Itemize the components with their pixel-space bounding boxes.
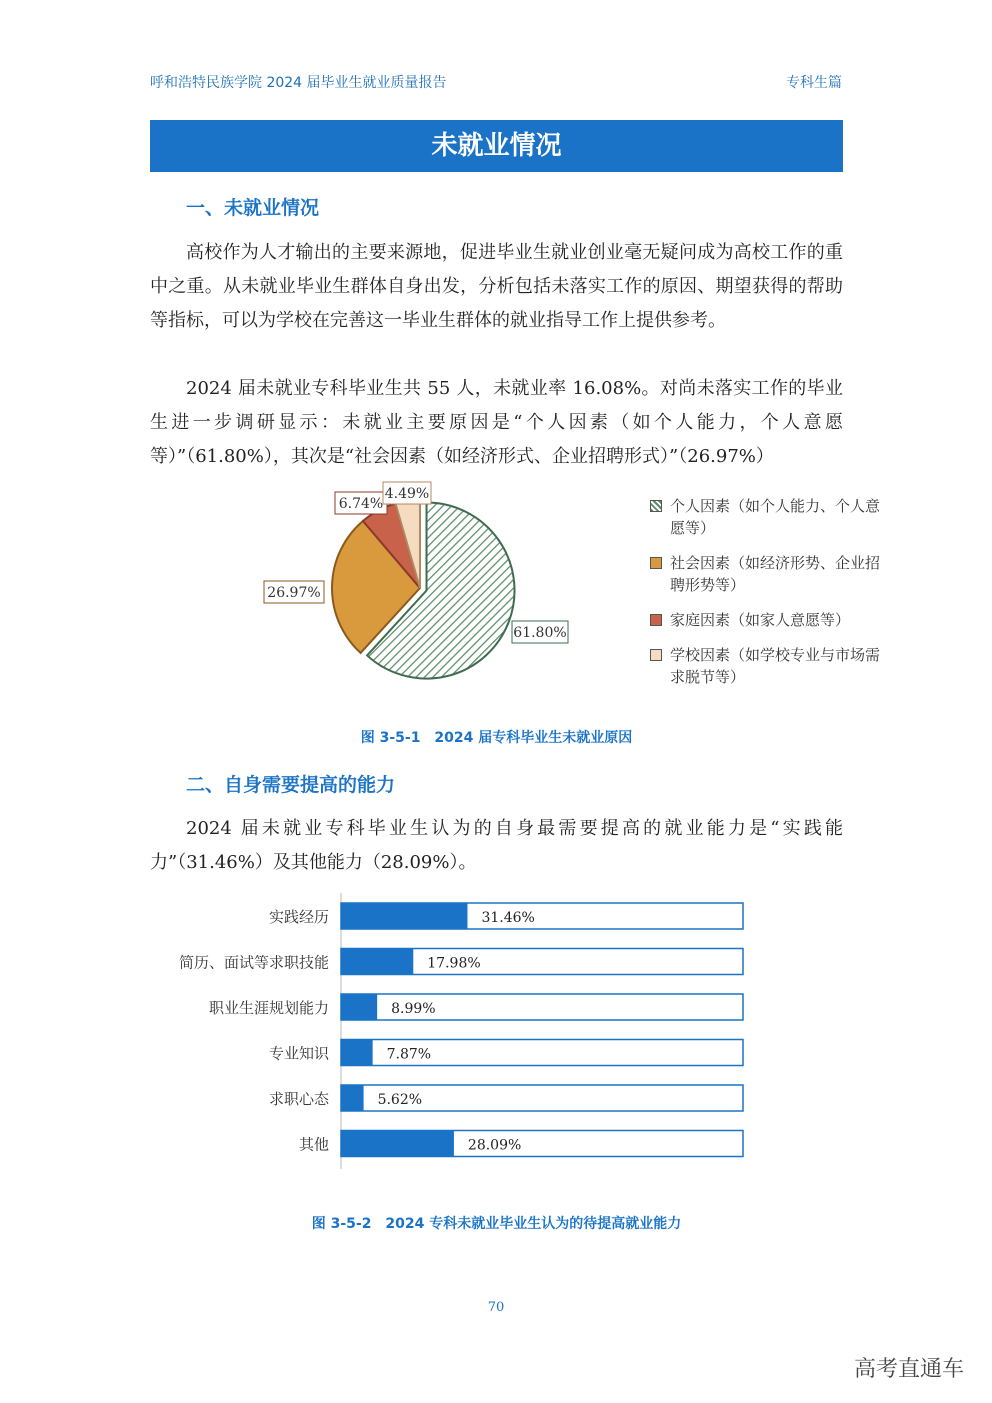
pie-legend-item-4 bbox=[650, 644, 880, 688]
pie-legend-swatch-2 bbox=[650, 557, 662, 569]
bar-category-label-2: 简历、面试等求职技能 bbox=[178, 953, 329, 972]
pie-legend-swatch-4 bbox=[650, 649, 662, 661]
pie-legend-label-2: 社会因素（如经济形势、企业招聘形势等） bbox=[670, 554, 881, 594]
bar-category-label-1: 实践经历 bbox=[268, 908, 329, 926]
pie-chart-svg bbox=[190, 478, 650, 688]
pie-legend-item-3 bbox=[650, 609, 880, 631]
bar-value-label-2: 17.98% bbox=[427, 955, 481, 972]
bar-value-label-1: 31.46% bbox=[481, 910, 535, 926]
svg-text:26.97%: 26.97% bbox=[267, 585, 321, 601]
pie-legend-label-3: 家庭因素（如家人意愿等） bbox=[670, 611, 851, 629]
section-title-abilities: 二、自身需要提高的能力 bbox=[186, 774, 396, 796]
paragraph-abilities: 2024 届未就业专科毕业生认为的自身最需要提高的就业能力是“实践能力”（31.46%）及其他能力（28.09%）。 bbox=[150, 818, 843, 873]
bar-1 bbox=[341, 903, 467, 929]
bar-value-label-5: 5.62% bbox=[377, 1092, 423, 1108]
pie-legend-swatch-3 bbox=[650, 614, 662, 626]
bar-3 bbox=[341, 994, 377, 1020]
pie-slice-label-3 bbox=[335, 492, 387, 514]
bar-5 bbox=[341, 1085, 364, 1111]
paragraph-intro: 高校作为人才输出的主要来源地，促进毕业生就业创业毫无疑问成为高校工作的重中之重。从未就业毕业生群体自身出发，分析包括未落实工作的原因、期望获得的帮助等指标，可以为学校在完善这一毕业生群体的就业指导工作上提供参考。 bbox=[150, 242, 843, 331]
bar-4 bbox=[341, 1040, 373, 1066]
svg-text:4.49%: 4.49% bbox=[384, 486, 430, 502]
figure-caption-2: 图 3-5-2 2024 专科未就业毕业生认为的待提高就业能力 bbox=[311, 1216, 682, 1232]
page-number: 70 bbox=[487, 1300, 505, 1315]
bar-category-label-5: 求职心态 bbox=[268, 1090, 329, 1108]
svg-text:6.74%: 6.74% bbox=[338, 496, 384, 512]
pie-slice-label-4 bbox=[383, 482, 431, 504]
pie-slice-label-1 bbox=[512, 621, 568, 643]
pie-slice-label-2 bbox=[264, 581, 324, 603]
figure-caption-1: 图 3-5-1 2024 届专科毕业生未就业原因 bbox=[360, 730, 633, 746]
pie-legend-label-1: 个人因素（如个人能力、个人意愿等） bbox=[670, 497, 881, 537]
bar-value-label-3: 8.99% bbox=[391, 1001, 436, 1017]
bar-2 bbox=[341, 949, 413, 975]
pie-legend-swatch-1 bbox=[650, 500, 662, 512]
bar-category-label-6: 其他 bbox=[298, 1135, 329, 1154]
header-section-label: 专科生篇 bbox=[786, 75, 842, 91]
bar-value-label-6: 28.09% bbox=[467, 1137, 522, 1154]
pie-legend bbox=[650, 495, 880, 701]
chapter-banner: 未就业情况 bbox=[150, 120, 843, 172]
pie-legend-item-1 bbox=[650, 495, 880, 539]
bar-6 bbox=[341, 1131, 454, 1157]
pie-legend-label-4: 学校因素（如学校专业与市场需求脱节等） bbox=[670, 646, 881, 686]
bar-category-label-4: 专业知识 bbox=[268, 1044, 329, 1063]
pie-legend-item-2 bbox=[650, 552, 880, 596]
paragraph-unemployment-stats: 2024 届未就业专科毕业生共 55 人，未就业率 16.08%。对尚未落实工作的毕业生进一步调研显示：未就业主要原因是“个人因素（如个人能力，个人意愿等）”（61.80%），其次是“社会因素（如经济形式、企业招聘形式）”（26.97%） bbox=[150, 378, 843, 467]
bar-chart-abilities bbox=[150, 893, 843, 1183]
section-title-unemployment: 一、未就业情况 bbox=[186, 197, 320, 219]
bar-category-label-3: 职业生涯规划能力 bbox=[208, 999, 329, 1017]
bar-chart-svg bbox=[150, 893, 843, 1183]
svg-text:61.80%: 61.80% bbox=[513, 625, 567, 641]
bar-value-label-4: 7.87% bbox=[386, 1046, 432, 1063]
watermark-text: 高考直通车 bbox=[853, 1357, 964, 1382]
header-report-title: 呼和浩特民族学院 2024 届毕业生就业质量报告 bbox=[150, 75, 447, 91]
